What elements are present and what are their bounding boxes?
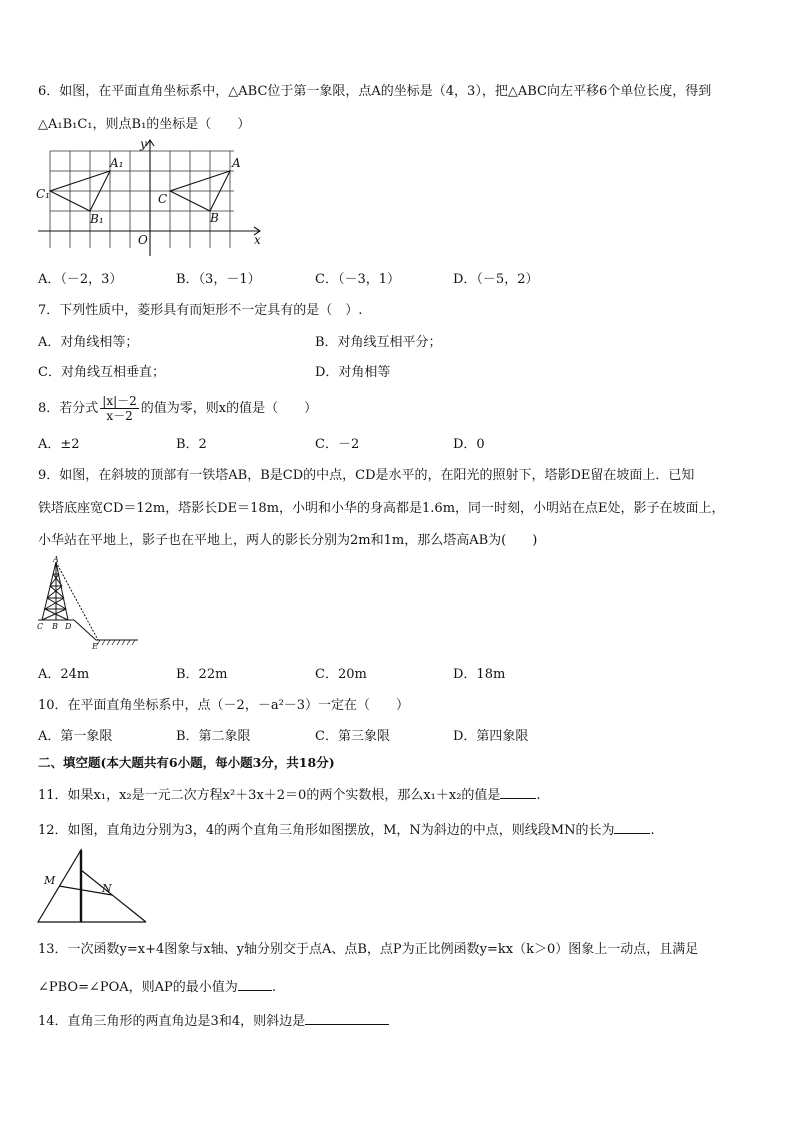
c-label: C — [158, 192, 168, 206]
q8-suffix: 的值为零，则x的值是（ ） — [140, 401, 318, 416]
q11-answer-blank[interactable] — [500, 786, 536, 799]
q9-c-label: C — [37, 622, 44, 631]
a1-label: A₁ — [110, 156, 124, 170]
q7-stem: 7．下列性质中，菱形具有而矩形不一定具有的是（ ）. — [38, 303, 363, 318]
q10-option-c: C．第三象限 — [315, 729, 390, 744]
q9-option-c: C．20m — [315, 667, 367, 682]
origin-label: O — [138, 233, 148, 247]
y-axis-label: y — [140, 138, 147, 151]
q13-suffix: . — [271, 980, 276, 995]
q9-d-label: D — [65, 622, 72, 631]
b-label: B — [210, 211, 219, 225]
q12-text: 12．如图，直角边分别为3，4的两个直角三角形如图摆放，M，N为斜边的中点，则线段MN的长为 — [38, 823, 615, 838]
q12-answer-blank[interactable] — [614, 821, 650, 834]
sun-ray — [56, 562, 98, 640]
q10-stem: 10．在平面直角坐标系中，点（－2，－a²－3）一定在（ ） — [38, 698, 410, 713]
q11-suffix: . — [536, 788, 541, 803]
q8-option-d: D．0 — [453, 437, 485, 452]
x-axis-label: x — [254, 233, 261, 247]
q8-option-a: A．±2 — [38, 437, 80, 452]
q8-denominator: x－2 — [106, 409, 133, 423]
q9-stem-line1: 9．如图，在斜坡的顶部有一铁塔AB，B是CD的中点，CD是水平的，在阳光的照射下，塔影DE留在坡面上．已知 — [38, 468, 695, 483]
axes — [38, 140, 260, 256]
q7-option-a: A．对角线相等； — [38, 335, 139, 350]
q7-option-b: B．对角线互相平分； — [315, 335, 442, 350]
q9-tower-figure — [34, 556, 142, 656]
c1-label: C₁ — [36, 187, 50, 201]
q10-option-a: A．第一象限 — [38, 729, 113, 744]
q9-stem-line2: 铁塔底座宽CD＝12m，塔影长DE＝18m，小明和小华的身高都是1.6m，同一时刻，小明站在点E处，影子在坡面上， — [38, 501, 725, 516]
section-2-title: 二、填空题(本大题共有6小题，每小题3分，共18分) — [38, 755, 335, 770]
q12-stem — [38, 821, 655, 840]
q9-b-label: B — [52, 622, 58, 631]
q6-coordinate-figure — [34, 138, 266, 258]
q6-stem-line1: 6．如图，在平面直角坐标系中，△ABC位于第一象限，点A的坐标是（4，3），把△ABC向左平移6个单位长度，得到 — [38, 84, 712, 99]
q6-option-c: C．（－3，1） — [315, 272, 400, 287]
hypotenuse-right — [81, 870, 146, 922]
q14-stem — [38, 1012, 389, 1031]
n-label: N — [102, 882, 112, 895]
q8-prefix: 8．若分式 — [38, 401, 99, 416]
q7-option-c: C．对角线互相垂直； — [38, 365, 165, 380]
q8-fraction — [100, 394, 139, 423]
q9-a-label: A — [53, 556, 59, 564]
q11-text: 11．如果x₁，x₂是一元二次方程x²＋3x＋2＝0的两个实数根，那么x₁＋x₂的值是 — [38, 788, 501, 803]
q13-stem-line2 — [38, 978, 276, 997]
q6-option-a: A．（－2，3） — [38, 272, 123, 287]
q13-text: ∠PBO=∠POA，则AP的最小值为 — [38, 980, 238, 995]
q9-stem-line3: 小华站在平地上，影子也在平地上，两人的影长分别为2m和1m，那么塔高AB为( ) — [38, 533, 538, 548]
q14-answer-blank[interactable] — [305, 1012, 389, 1025]
q6-option-d: D．（－5，2） — [453, 272, 539, 287]
q6-stem-line2: △A₁B₁C₁，则点B₁的坐标是（ ） — [38, 117, 251, 132]
m-label: M — [44, 874, 56, 887]
q7-option-d: D．对角相等 — [315, 365, 391, 380]
q12-suffix: . — [650, 823, 655, 838]
q13-stem-line1: 13．一次函数y=x+4图象与x轴、y轴分别交于点A、点B，点P为正比例函数y=kx（k＞0）图象上一动点，且满足 — [38, 942, 699, 957]
q8-numerator: |x|－2 — [102, 394, 137, 408]
q9-option-b: B．22m — [176, 667, 228, 682]
q11-stem — [38, 786, 541, 805]
q10-option-d: D．第四象限 — [453, 729, 529, 744]
q9-option-a: A．24m — [38, 667, 90, 682]
q8-stem — [38, 393, 317, 425]
q9-option-d: D．18m — [453, 667, 506, 682]
q12-triangles-figure — [34, 846, 150, 926]
a-label: A — [232, 156, 241, 170]
b1-label: B₁ — [90, 212, 104, 226]
q8-option-b: B．2 — [176, 437, 207, 452]
q10-option-b: B．第二象限 — [176, 729, 251, 744]
q14-text: 14．直角三角形的两直角边是3和4，则斜边是 — [38, 1014, 306, 1029]
q8-option-c: C．－2 — [315, 437, 360, 452]
q9-e-label: E — [92, 642, 98, 651]
q13-answer-blank[interactable] — [238, 978, 272, 991]
q6-option-b: B．（3，－1） — [176, 272, 261, 287]
